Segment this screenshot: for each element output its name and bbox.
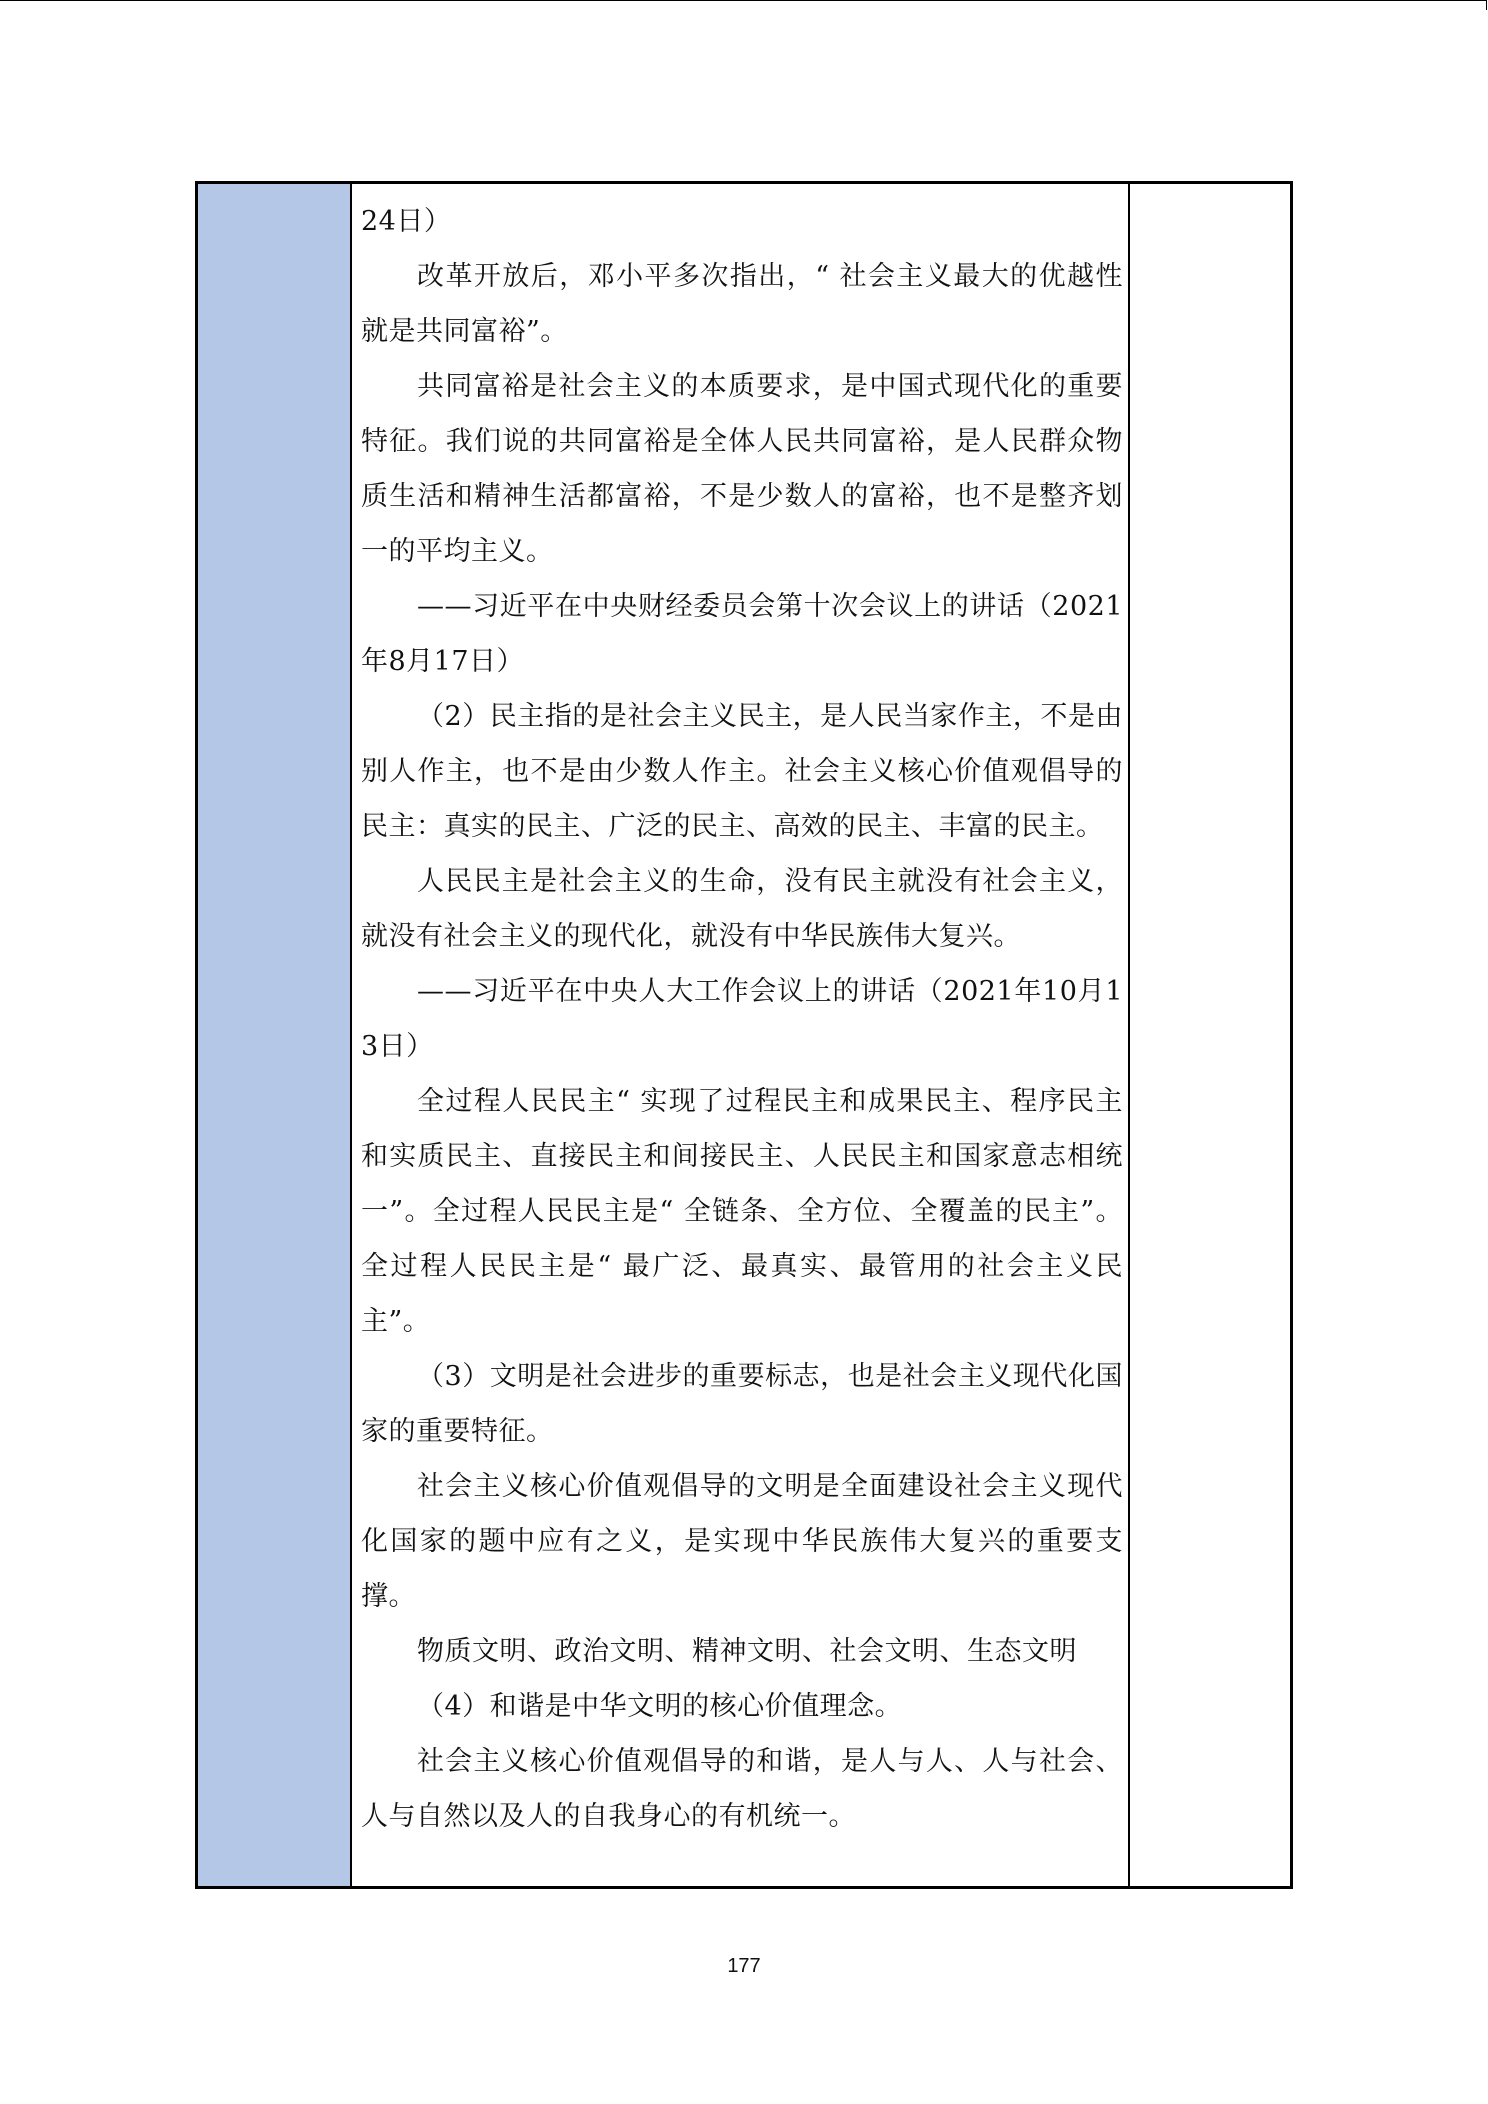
paragraph-6: 人民民主是社会主义的生命，没有民主就没有社会主义，就没有社会主义的现代化，就没有中华民族伟大复兴。 <box>361 866 1123 952</box>
paragraph-1: 24日） <box>361 206 452 237</box>
paragraph-3: 共同富裕是社会主义的本质要求，是中国式现代化的重要特征。我们说的共同富裕是全体人民共同富裕，是人民群众物质生活和精神生活都富裕，不是少数人的富裕，也不是整齐划一的平均主义。 <box>361 371 1123 567</box>
paragraph-8: 全过程人民民主“ 实现了过程民主和成果民主、程序民主和实质民主、直接民主和间接民主、人民民主和国家意志相统一”。全过程人民民主是“ 全链条、全方位、全覆盖的民主”。全过程人民民主是“ 最广泛、最真实、最管用的社会主义民主”。 <box>361 1086 1123 1337</box>
paragraph-11: 物质文明、政治文明、精神文明、社会文明、生态文明 <box>417 1636 1077 1667</box>
paragraph-10: 社会主义核心价值观倡导的文明是全面建设社会主义现代化国家的题中应有之义，是实现中华民族伟大复兴的重要支撑。 <box>361 1471 1123 1612</box>
paragraph-democracy: （2）民主指的是社会主义民主，是人民当家作主，不是由别人作主，也不是由少数人作主。社会主义核心价值观倡导的民主：真实的民主、广泛的民主、高效的民主、丰富的民主。 <box>361 701 1123 842</box>
table-left-column <box>198 184 352 1886</box>
paragraph-13: 社会主义核心价值观倡导的和谐，是人与人、人与社会、人与自然以及人的自我身心的有机统一。 <box>361 1746 1123 1832</box>
table-main-column <box>352 184 1130 1886</box>
page-number: 177 <box>727 1955 761 1977</box>
paragraph-civilization: （3）文明是社会进步的重要标志，也是社会主义现代化国家的重要特征。 <box>361 1361 1123 1447</box>
paragraph-2: 改革开放后，邓小平多次指出，“ 社会主义最大的优越性就是共同富裕”。 <box>361 261 1123 347</box>
paragraph-harmony: （4）和谐是中华文明的核心价值理念。 <box>417 1691 903 1722</box>
table-right-column <box>1130 184 1290 1886</box>
quote-attribution-1: ——习近平在中央财经委员会第十次会议上的讲话（2021年8月17日） <box>361 591 1123 677</box>
quote-attribution-2: ——习近平在中央人大工作会议上的讲话（2021年10月13日） <box>361 976 1123 1062</box>
content-table <box>195 181 1293 1889</box>
page-top-border <box>0 0 1487 10</box>
